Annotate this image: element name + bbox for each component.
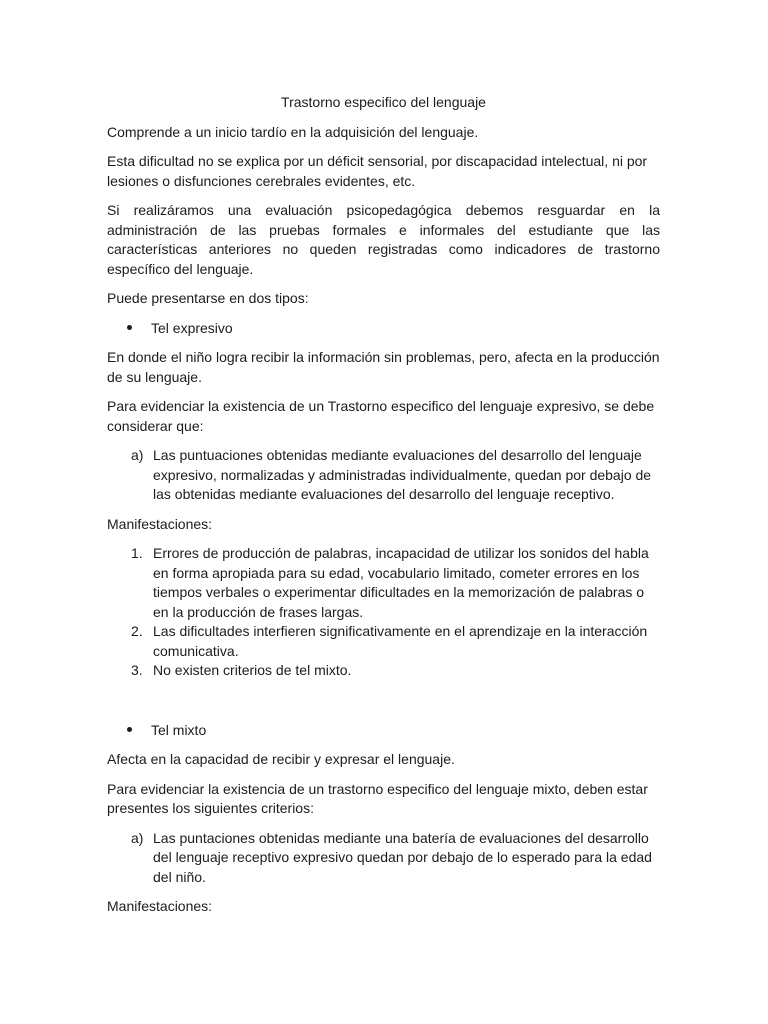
list-marker: 1. [131, 545, 143, 561]
list-marker: a) [131, 447, 144, 463]
list-item-text: Las puntuaciones obtenidas mediante evaluaciones del desarrollo del lenguaje expresivo, normalizadas y administradas individualmente, quedan por debajo de las obtenidas mediante evaluaciones del desarrollo del lenguaje receptivo. [153, 447, 652, 502]
paragraph-types-intro: Puede presentarse en dos tipos: [107, 290, 309, 306]
paragraph-mixto-criteria-intro: Para evidenciar la existencia de un trastorno especifico del lenguaje mixto, deben estar presentes los siguientes criterios: [107, 780, 648, 816]
bullet-label: Tel expresivo [151, 319, 233, 336]
document-title: Trastorno especifico del lenguaje [281, 94, 486, 110]
paragraph-expresivo-criteria-intro: Para evidenciar la existencia de un Trastorno especifico del lenguaje expresivo, se debe considerar que: [107, 398, 655, 434]
paragraph-expresivo-desc: En donde el niño logra recibir la información sin problemas, pero, afecta en la producción de su lenguaje. [107, 349, 660, 385]
list-item [107, 829, 660, 888]
criteria-list-expresivo [107, 446, 660, 505]
list-marker: 3. [131, 662, 143, 678]
bullet-label: Tel mixto [151, 721, 207, 738]
list-marker: a) [131, 829, 144, 846]
list-item-text: Las dificultades interfieren significativamente en el aprendizaje en la interacción comunicativa. [153, 623, 648, 659]
criteria-list-mixto [107, 829, 660, 888]
list-item [107, 622, 660, 661]
blank-line [107, 691, 660, 721]
list-item [107, 661, 660, 681]
paragraph-evaluation: Si realizáramos una evaluación psicopedagógica debemos resguardar en la administración de las pruebas formales e informales del estudiante que las características anteriores no queden registradas como indicadores de trastorno específico del lenguaje. [107, 202, 660, 277]
list-item [107, 544, 660, 622]
paragraph-mixto-desc: Afecta en la capacidad de recibir y expresar el lenguaje. [107, 751, 455, 767]
list-item-text: Las puntaciones obtenidas mediante una batería de evaluaciones del desarrollo del lenguaje receptivo expresivo quedan por debajo de lo esperado para la edad del niño. [153, 829, 652, 885]
paragraph-explanation: Esta dificultad no se explica por un déficit sensorial, por discapacidad intelectual, ni por lesiones o disfunciones cerebrales evidentes, etc. [107, 153, 648, 189]
document-page [107, 93, 660, 927]
list-item [107, 446, 660, 505]
manifestations-list [107, 544, 660, 681]
bullet-item-tel-expresivo [107, 319, 660, 339]
heading-manifestaciones-1: Manifestaciones: [107, 515, 213, 532]
heading-manifestaciones-2: Manifestaciones: [107, 898, 213, 914]
bullet-icon [107, 319, 151, 339]
bullet-item-tel-mixto [107, 721, 660, 741]
list-item-text: Errores de producción de palabras, incapacidad de utilizar los sonidos del habla en forma apropiada para su edad, vocabulario limitado, cometer errores en los tiempos verbales o experimentar dificultades en la memorización de palabras o en la producción de frases largas. [153, 545, 649, 620]
bullet-icon [107, 721, 151, 741]
list-marker: 2. [131, 623, 143, 639]
list-item-text: No existen criterios de tel mixto. [153, 662, 352, 678]
paragraph-definition: Comprende a un inicio tardío en la adquisición del lenguaje. [107, 123, 479, 140]
